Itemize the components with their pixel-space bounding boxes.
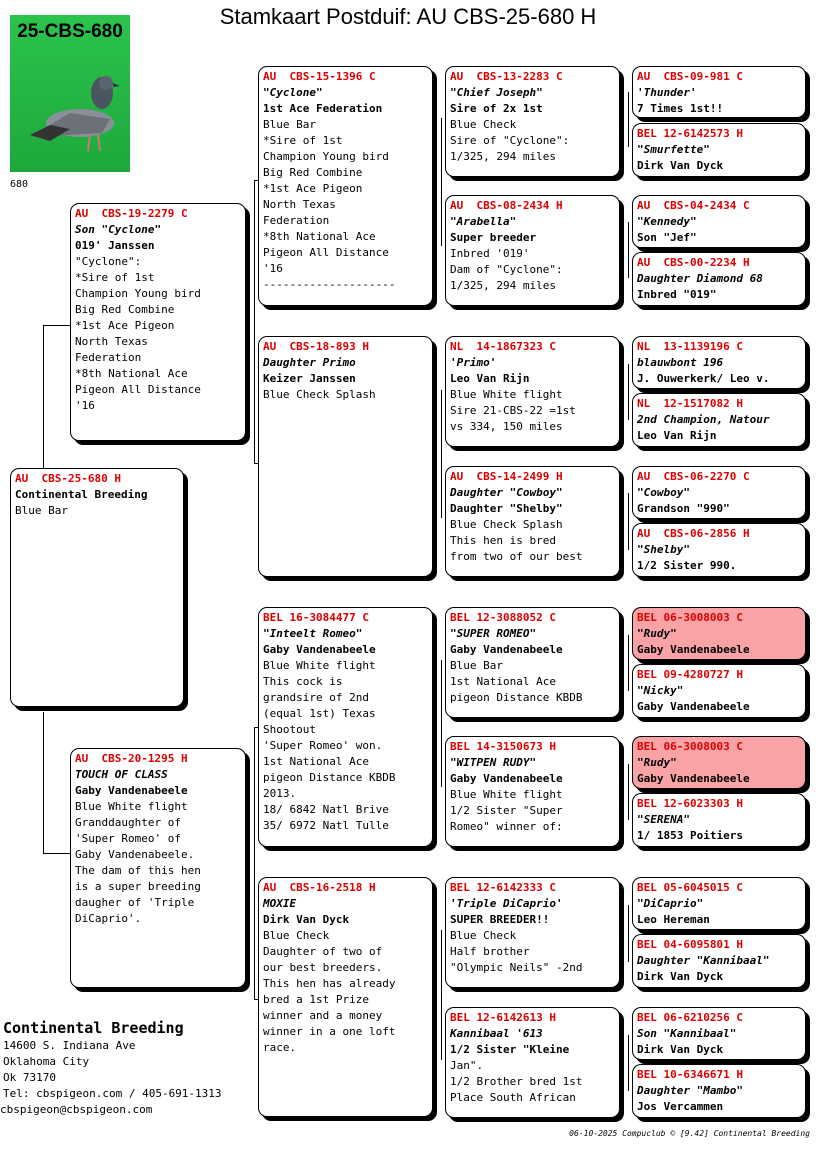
connector [628,92,629,147]
pigeon-card-mff[interactable] [445,607,620,718]
info-line: 1st National Ace [263,755,369,768]
pigeon-name: Daughter Primo [263,356,356,369]
info-line: 1/2 Sister "Super [450,804,563,817]
ring-number: BEL 12-6023303 H [637,797,743,810]
info-line: bred a 1st Prize [263,993,369,1006]
ring-number: BEL 12-6142333 C [450,881,556,894]
ring-number: BEL 14-3150673 H [450,740,556,753]
pigeon-card-gg[interactable] [632,523,806,577]
info-line: winner and a money [263,1009,383,1022]
info-line: is a super breeding [75,880,201,893]
pigeon-name: MOXIE [263,897,297,910]
telephone[interactable]: Tel: cbspigeon.com / 405-691-1313 [3,1087,222,1100]
connector [43,325,70,326]
info-line: DiCaprio'. [75,912,142,925]
owner: Dirk Van Dyck [637,970,724,983]
owner: Sire of 2x 1st [450,102,543,115]
ring-number: NL 12-1517082 H [637,397,743,410]
pigeon-card-main[interactable] [10,468,184,707]
pigeon-card-father[interactable] [70,203,246,441]
pigeon-name: "Inteelt Romeo" [263,627,363,640]
info-line: 35/ 6972 Natl Tulle [263,819,389,832]
owner: Jos Vercammen [637,1100,724,1113]
owner: Inbred "019" [637,288,717,301]
ring-number: AU CBS-13-2283 C [450,70,563,83]
pigeon-name: "Arabella" [450,215,517,228]
pigeon-name: "Nicky" [637,684,684,697]
owner: Gaby Vandenabeele [263,643,376,656]
pigeon-card-fm[interactable] [258,336,433,577]
ring-number: AU CBS-09-981 C [637,70,743,83]
pigeon-card-gg[interactable] [632,123,806,177]
pigeon-card-ff[interactable] [258,66,433,306]
pigeon-card-mfm[interactable] [445,736,620,847]
owner: 1/ 1853 Poitiers [637,829,743,842]
info-line: Blue Bar [15,504,68,517]
owner: Leo Van Rijn [450,372,530,385]
info-line: Pigeon All Distance [75,383,201,396]
ring-number: BEL 05-6045015 C [637,881,743,894]
pigeon-name: Son "Kannibaal" [637,1027,737,1040]
info-line: Gaby Vandenabeele. [75,848,195,861]
breeder-name: Continental Breeding [15,488,148,501]
pigeon-name: 'Triple DiCaprio' [450,897,563,910]
pigeon-card-mmm[interactable] [445,1007,620,1118]
pigeon-card-mf[interactable] [258,607,433,847]
info-line: Shootout [263,723,316,736]
owner: 019' Janssen [75,239,155,252]
owner: Dirk Van Dyck [637,159,724,172]
info-line: '16 [75,399,95,412]
owner: Leo Van Rijn [637,429,717,442]
ring-number: AU CBS-25-680 H [15,472,121,485]
ring-number: BEL 04-6095801 H [637,938,743,951]
ring-number: BEL 12-6142573 H [637,127,743,140]
pigeon-card-gg[interactable] [632,1064,806,1118]
owner: 1st Ace Federation [263,102,383,115]
pigeon-card-fmf[interactable] [445,336,620,447]
ring-number: BEL 06-6210256 C [637,1011,743,1024]
connector [441,930,442,1060]
owner: Son "Jef" [637,231,697,244]
pigeon-name: 'Thunder' [637,86,697,99]
photo-ring-label: 25-CBS-680 [17,21,123,42]
connector [441,660,442,787]
pigeon-card-gg[interactable] [632,336,806,389]
pigeon-name: "Rudy" [637,627,677,640]
ring-number: BEL 10-6346671 H [637,1068,743,1081]
loft-name: Continental Breeding [3,1019,184,1037]
connector [43,853,70,854]
owner: Leo Hereman [637,913,710,926]
ring-number: BEL 09-4280727 H [637,668,743,681]
owner: Gaby Vandenabeele [637,772,750,785]
owner: Dirk Van Dyck [637,1043,724,1056]
info-line: This cock is [263,675,343,688]
info-line: The dam of this hen [75,864,201,877]
pigeon-card-gg[interactable] [632,393,806,447]
info-line: Blue Check [450,118,517,131]
email[interactable]: cbspigeon@cbspigeon.com [0,1103,153,1116]
pigeon-name: Kannibaal '613 [450,1027,543,1040]
connector [254,727,255,999]
city: Oklahoma City [3,1055,90,1068]
info-line: Blue White flight [75,800,188,813]
info-line: (equal 1st) Texas [263,707,376,720]
connector [441,390,442,518]
info-line: 1/325, 294 miles [450,150,556,163]
owner: SUPER BREEDER!! [450,913,550,926]
ring-number: BEL 12-3088052 C [450,611,556,624]
info-line: Blue Check [450,929,517,942]
info-line: *Sire of 1st [263,134,343,147]
pigeon-name: "Smurfette" [637,143,710,156]
info-line: Blue White flight [450,388,563,401]
info-line: Blue Bar [450,659,503,672]
info-line: Pigeon All Distance [263,246,389,259]
owner: Gaby Vandenabeele [450,772,563,785]
connector [628,493,629,550]
pigeon-card-gg[interactable] [632,252,806,306]
ring-number: AU CBS-18-893 H [263,340,369,353]
ring-number: AU CBS-14-2499 H [450,470,563,483]
info-line: pigeon Distance KBDB [263,771,396,784]
info-line: vs 334, 150 miles [450,420,563,433]
info-line: "Olympic Neils" -2nd [450,961,583,974]
pigeon-name: Daughter Diamond 68 [637,272,763,285]
ring-number: NL 13-1139196 C [637,340,743,353]
info-line: *Sire of 1st [75,271,155,284]
info-line: pigeon Distance KBDB [450,691,583,704]
owner: 7 Times 1st!! [637,102,724,115]
pigeon-name: 2nd Champion, Natour [637,413,770,426]
info-line: -------------------- [263,278,396,291]
pigeon-card-gg-highlighted[interactable] [632,736,806,789]
info-line: *8th National Ace [75,367,188,380]
pigeon-card-mmf[interactable] [445,877,620,988]
info-line: race. [263,1041,297,1054]
connector [43,712,44,853]
info-line: Champion Young bird [75,287,201,300]
owner: Gaby Vandenabeele [637,700,750,713]
connector [628,222,629,278]
pigeon-name: "SUPER ROMEO" [450,627,537,640]
info-line: Blue Check [263,929,330,942]
pigeon-name: Son "Cyclone" [75,223,162,236]
ring-number: BEL 12-6142613 H [450,1011,556,1024]
pigeon-name: TOUCH OF CLASS [75,768,168,781]
pigeon-card-fff[interactable] [445,66,620,177]
info-line: This hen is bred [450,534,556,547]
ring-number: AU CBS-06-2856 H [637,527,750,540]
info-line: Federation [263,214,330,227]
pigeon-card-gg-highlighted[interactable] [632,607,806,660]
info-line: This hen has already [263,977,396,990]
info-line: North Texas [263,198,336,211]
ring-number: AU CBS-19-2279 C [75,207,188,220]
pigeon-photo [10,15,130,172]
ring-number: BEL 16-3084477 C [263,611,369,624]
info-line: '16 [263,262,283,275]
ring-number: BEL 06-3008003 C [637,611,743,624]
address-block [0,1018,222,1118]
pigeon-card-gg[interactable] [632,195,806,248]
owner: Gaby Vandenabeele [637,643,750,656]
pigeon-name: Daughter "Mambo" [637,1084,743,1097]
pigeon-card-gg[interactable] [632,664,806,718]
connector [254,180,255,463]
pigeon-card-ffm[interactable] [445,195,620,306]
pigeon-card-gg[interactable] [632,934,806,988]
connector [628,1035,629,1091]
info-line: from two of our best [450,550,583,563]
info-line: 18/ 6842 Natl Brive [263,803,389,816]
pigeon-image [10,55,130,172]
photo-number: 680 [10,179,29,190]
connector [628,364,629,420]
ring-number: AU CBS-15-1396 C [263,70,376,83]
ring-number: NL 14-1867323 C [450,340,556,353]
info-line: Daughter of two of [263,945,383,958]
pigeon-name: Daughter "Cowboy" [450,486,563,499]
owner: Grandson "990" [637,502,730,515]
pigeon-name: "Chief Joseph" [450,86,543,99]
street: 14600 S. Indiana Ave [3,1039,136,1052]
info-line: Big Red Combine [75,303,175,316]
owner: Gaby Vandenabeele [75,784,188,797]
pigeon-card-gg[interactable] [632,1007,806,1060]
info-line: Blue Check Splash [450,518,563,531]
pigeon-card-gg[interactable] [632,66,806,118]
info-line: Blue Bar [263,118,316,131]
owner: Super breeder [450,231,537,244]
owner: Keizer Janssen [263,372,356,385]
info-line: Blue White flight [450,788,563,801]
info-line: grandsire of 2nd [263,691,369,704]
owner: Daughter "Shelby" [450,502,563,515]
pigeon-name: 'Primo' [450,356,497,369]
ring-number: BEL 06-3008003 C [637,740,743,753]
info-line: Romeo" winner of: [450,820,563,833]
info-line: Champion Young bird [263,150,389,163]
info-line: Jan". [450,1059,484,1072]
info-line: 'Super Romeo' of [75,832,181,845]
info-line: 1st National Ace [450,675,556,688]
connector [628,905,629,962]
pigeon-name: "Cowboy" [637,486,690,499]
info-line: daugher of 'Triple [75,896,195,909]
info-line: 1/2 Brother bred 1st [450,1075,583,1088]
pigeon-name: "Kennedy" [637,215,697,228]
pigeon-card-mother[interactable] [70,748,246,988]
info-line: "Cyclone": [75,255,142,268]
info-line: Half brother [450,945,530,958]
info-line: our best breeders. [263,961,383,974]
info-line: Granddaughter of [75,816,181,829]
info-line: *8th National Ace [263,230,376,243]
pigeon-card-gg[interactable] [632,877,806,930]
ring-number: AU CBS-00-2234 H [637,256,750,269]
info-line: Big Red Combine [263,166,363,179]
info-line: Blue White flight [263,659,376,672]
info-line: Dam of "Cyclone": [450,263,563,276]
pigeon-name: "Rudy" [637,756,677,769]
ring-number: AU CBS-16-2518 H [263,881,376,894]
ring-number: AU CBS-04-2434 C [637,199,750,212]
connector [628,635,629,691]
info-line: Inbred '019' [450,247,530,260]
pigeon-name: "SERENA" [637,813,690,826]
info-line: 'Super Romeo' won. [263,739,383,752]
info-line: *1st Ace Pigeon [263,182,363,195]
connector [441,118,442,246]
info-line: 2013. [263,787,297,800]
info-line: *1st Ace Pigeon [75,319,175,332]
pigeon-card-gg[interactable] [632,466,806,519]
pigeon-name: blauwbont 196 [637,356,724,369]
pigeon-card-fmm[interactable] [445,466,620,577]
pigeon-name: Daughter "Kannibaal" [637,954,770,967]
info-line: Federation [75,351,142,364]
pigeon-name: "Cyclone" [263,86,323,99]
connector [628,764,629,820]
info-line: Blue Check Splash [263,388,376,401]
pigeon-name: "WITPEN RUDY" [450,756,537,769]
connector [43,325,44,468]
owner: Dirk Van Dyck [263,913,350,926]
pigeon-card-gg[interactable] [632,793,806,847]
ring-number: AU CBS-20-1295 H [75,752,188,765]
pigeon-name: "DiCaprio" [637,897,704,910]
info-line: North Texas [75,335,148,348]
pigeon-card-mm[interactable] [258,877,433,1117]
owner: 1/2 Sister "Kleine [450,1043,570,1056]
state: Ok 73170 [3,1071,56,1084]
info-line: winner in a one loft [263,1025,396,1038]
ring-number: AU CBS-06-2270 C [637,470,750,483]
owner: J. Ouwerkerk/ Leo v. [637,372,770,385]
info-line: 1/325, 294 miles [450,279,556,292]
info-line: Sire 21-CBS-22 =1st [450,404,576,417]
ring-number: AU CBS-08-2434 H [450,199,563,212]
pigeon-name: "Shelby" [637,543,690,556]
info-line: Sire of "Cyclone": [450,134,570,147]
owner: Gaby Vandenabeele [450,643,563,656]
footer: 06-10-2025 Compuclub © [9.42] Continental Breeding [569,1129,810,1138]
page-title: Stamkaart Postduif: AU CBS-25-680 H [219,4,597,29]
owner: 1/2 Sister 990. [637,559,737,572]
info-line: Place South African [450,1091,576,1104]
